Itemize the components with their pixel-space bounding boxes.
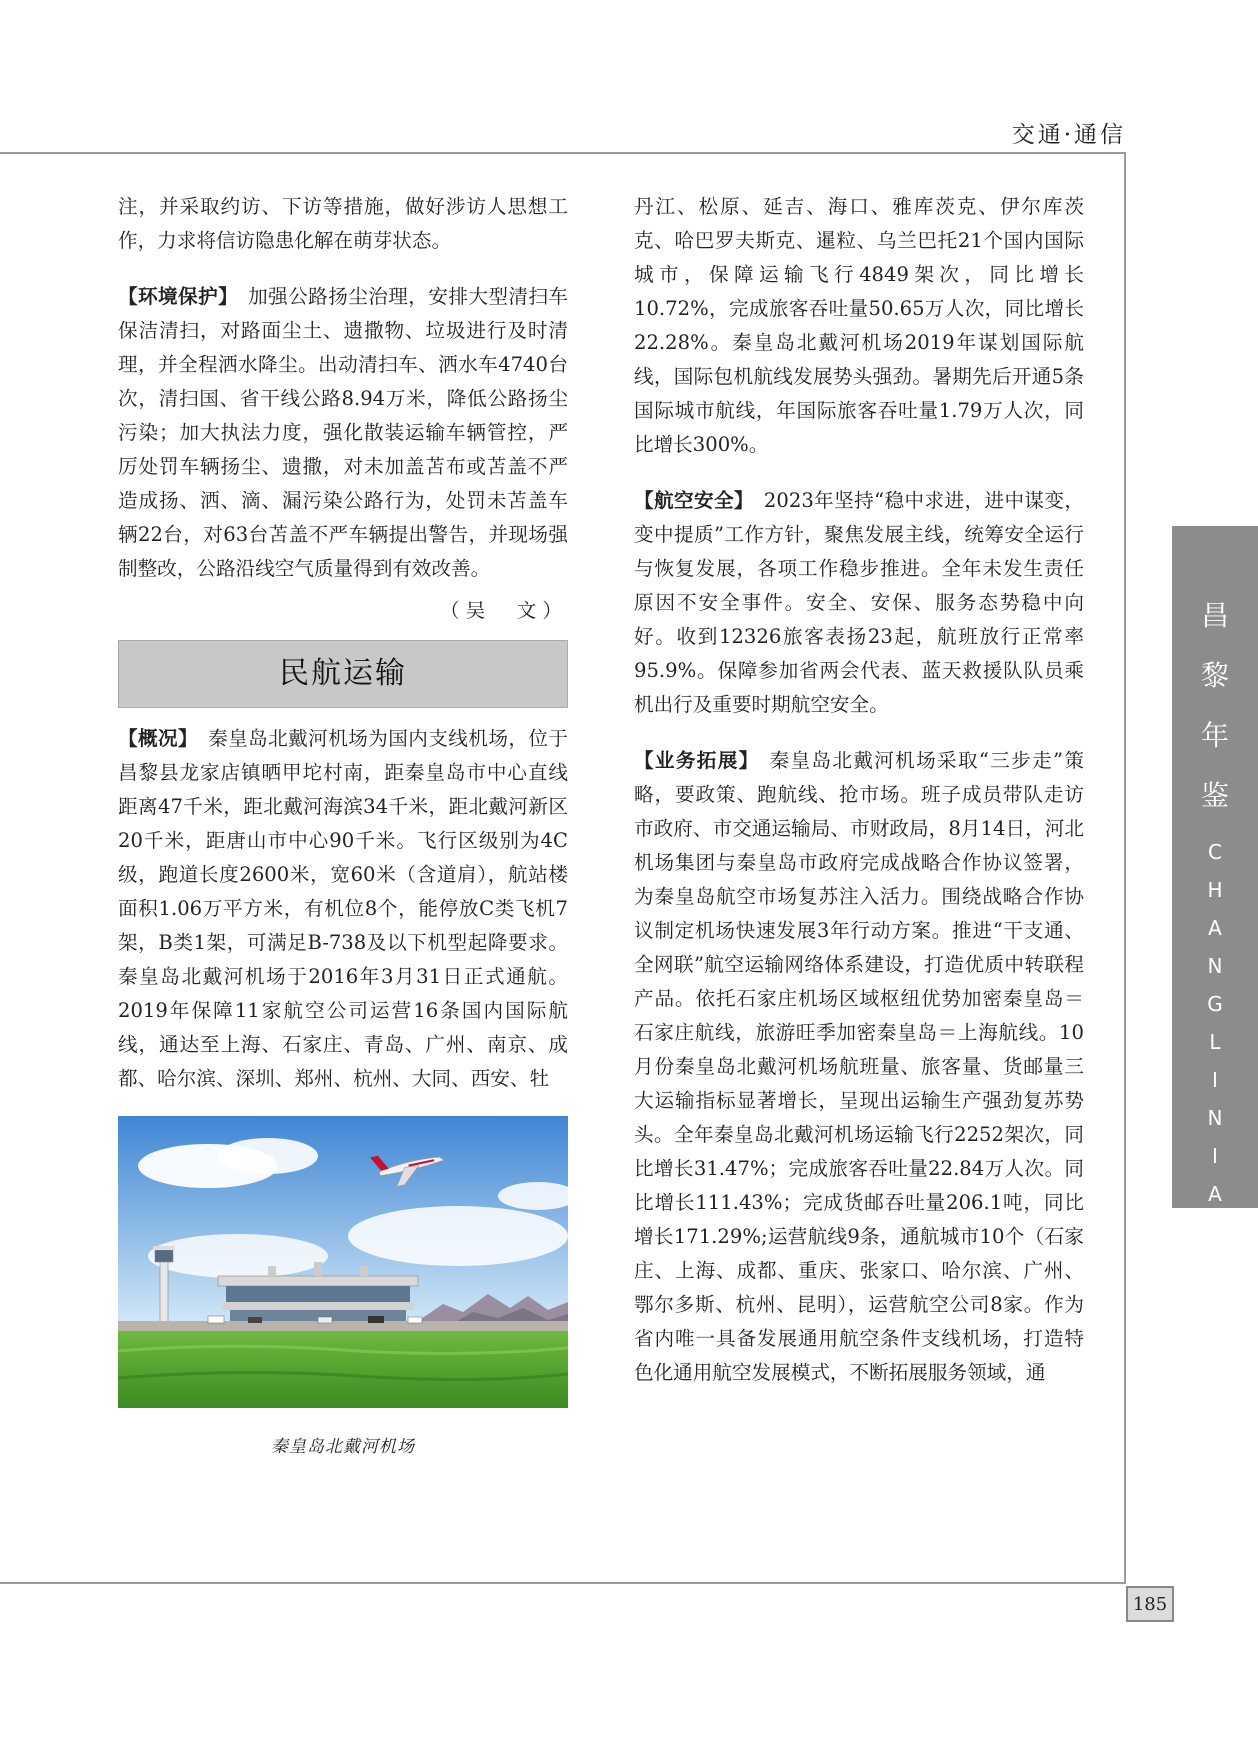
safety-label: 【航空安全】 [634,489,754,512]
airport-photo [118,1116,568,1408]
environment-paragraph [118,280,568,586]
side-tab [1172,526,1258,1410]
overview-paragraph [118,722,568,1096]
side-char: 年 [1200,719,1229,752]
grass [118,1331,568,1408]
business-text: 秦皇岛北戴河机场采取“三步走”策略，要政策、跑航线、抢市场。班子成员带队走访市政府、市交通运输局、市财政局，8月14日，河北机场集团与秦皇岛市政府完成战略合作协议签署，为秦皇岛航空市场复苏注入活力。围绕战略合作协议制定机场快速发展3年行动方案。推进“干支通、全网联”航空运输网络体系建设，打造优质中转联程产品。依托石家庄机场区域枢纽优势加密秦皇岛＝石家庄航线，旅游旺季加密秦皇岛＝上海航线。10月份秦皇岛北戴河机场航班量、旅客量、货邮量三大运输指标显著增长，呈现出运输生产强劲复苏势头。全年秦皇岛北戴河机场运输飞行2252架次，同比增长31.47%；完成旅客吞吐量22.84万人次。同比增长111.43%；完成货邮吞吐量206.1吨，同比增长171.29%;运营航线9条，通航城市10个（石家庄、上海、成都、重庆、张家口、哈尔滨、广州、鄂尔多斯、杭州、昆明），运营航空公司8家。作为省内唯一具备发展通用航空条件支线机场，打造特色化通用航空发展模式，不断拓展服务领域，通 [634,749,1084,1384]
airport-illustration [118,1116,568,1408]
frame-top-rule [0,152,1126,154]
cloud [218,1138,318,1174]
right-column [634,190,1084,1390]
intro-paragraph: 注，并采取约访、下访等措施，做好涉访人思想工作，力求将信访隐患化解在萌芽状态。 [118,195,568,252]
business-label: 【业务拓展】 [634,749,760,772]
author-credit: （吴 文） [440,599,568,622]
side-char: 昌 [1200,599,1229,632]
side-char: 鉴 [1200,779,1229,812]
environment-text: 加强公路扬尘治理，安排大型清扫车保洁清扫，对路面尘土、遗撒物、垃圾进行及时清理，并全程洒水降尘。出动清扫车、洒水车4740台次，清扫国、省干线公路8.94万米，降低公路扬尘污染；加大执法力度，强化散装运输车辆管控，严厉处罚车辆扬尘、遗撒，对未加盖苫布或苫盖不严造成扬、洒、滴、漏污染公路行为，处罚未苫盖车辆22台，对63台苫盖不严车辆提出警告，并现场强制整改，公路沿线空气质量得到有效改善。 [118,285,569,580]
photo-caption: 秦皇岛北戴河机场 [271,1437,415,1457]
side-tab-pinyin: CHANGLINIANJIAN [1203,840,1227,1410]
continuation-paragraph: 丹江、松原、延吉、海口、雅库茨克、伊尔库茨克、哈巴罗夫斯克、暹粒、乌兰巴托21个国内国际城市，保障运输飞行4849架次，同比增长10.72%，完成旅客吞吐量50.65万人次，同比增长22.28%。秦皇岛北戴河机场2019年谋划国际航线，国际包机航线发展势头强劲。暑期先后开通5条国际城市航线，年国际旅客吞吐量1.79万人次，同比增长300%。 [634,195,1084,456]
environment-label: 【环境保护】 [118,285,239,308]
business-paragraph [634,744,1084,1390]
overview-label: 【概况】 [118,727,199,750]
safety-paragraph [634,484,1084,722]
section-title: 民航运输 [118,640,568,708]
frame-right-rule [1124,152,1126,1582]
side-tab-chinese [1201,586,1229,826]
header-section-title: 交通·通信 [1011,122,1126,148]
cloud [148,1234,328,1278]
left-column [118,190,568,1464]
overview-text: 秦皇岛北戴河机场为国内支线机场，位于昌黎县龙家店镇晒甲坨村南，距秦皇岛市中心直线距离47千米，距北戴河海滨34千米，距北戴河新区20千米，距唐山市中心90千米。飞行区级别为4C级，跑道长度2600米，宽60米（含道肩），航站楼面积1.06万平方米，有机位8个，能停放C类飞机7架，B类1架，可满足B-738及以下机型起降要求。秦皇岛北戴河机场于2016年3月31日正式通航。2019年保障11家航空公司运营16条国内国际航线，通达至上海、石家庄、青岛、广州、南京、成都、哈尔滨、深圳、郑州、杭州、大同、西安、牡 [118,727,569,1090]
safety-text: 2023年坚持“稳中求进，进中谋变，变中提质”工作方针，聚焦发展主线，统筹安全运行与恢复发展，各项工作稳步推进。全年未发生责任原因不安全事件。安全、安保、服务态势稳中向好。收到12326旅客表扬23起，航班放行正常率95.9%。保障参加省两会代表、蓝天救援队队员乘机出行及重要时期航空安全。 [634,489,1085,716]
side-char: 黎 [1200,659,1229,692]
cloud [348,1206,568,1266]
page-number: 185 [1126,1586,1174,1622]
frame-bottom-rule [0,1582,1126,1584]
